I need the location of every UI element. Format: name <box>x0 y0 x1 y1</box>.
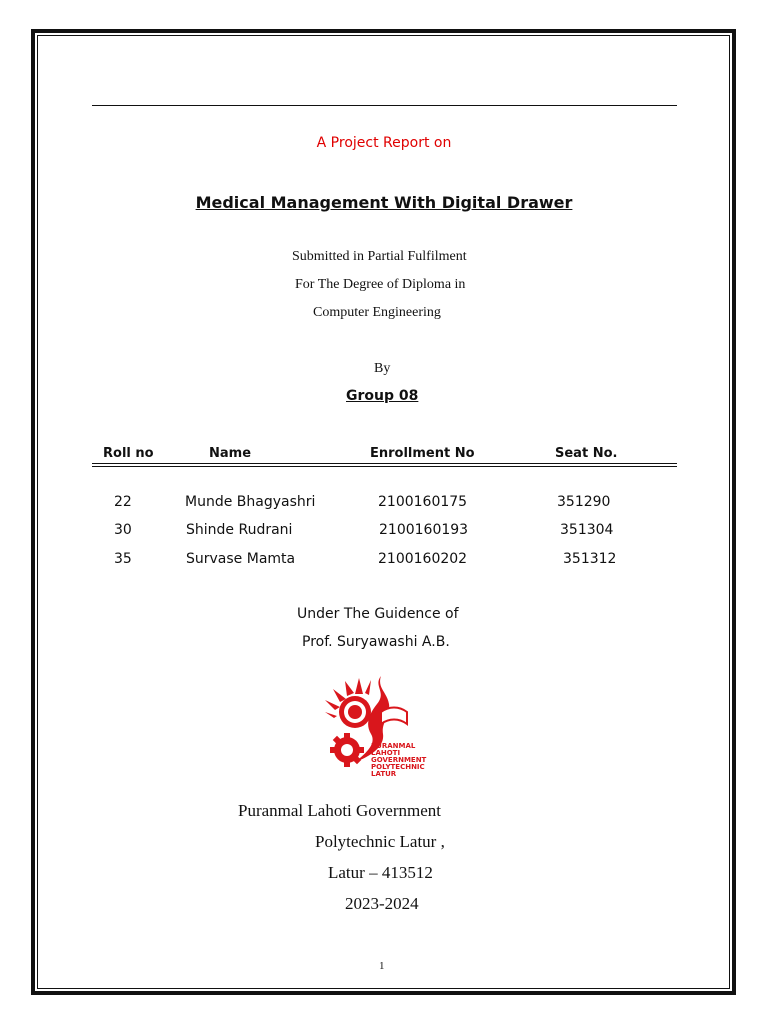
cell-enrollment-no: 2100160202 <box>378 551 468 567</box>
cell-name: Munde Bhagyashri <box>185 494 316 510</box>
header-roll-no: Roll no <box>103 446 154 461</box>
cell-roll-no: 30 <box>114 522 132 538</box>
cell-name: Shinde Rudrani <box>186 522 293 538</box>
academic-year: 2023-2024 <box>345 894 419 913</box>
cell-seat-no: 351290 <box>557 494 611 510</box>
address-line-3: Latur – 413512 <box>328 863 433 882</box>
top-rule <box>92 105 677 106</box>
address-line-2: Polytechnic Latur , <box>315 832 445 851</box>
group-label: Group 08 <box>346 388 419 404</box>
cell-enrollment-no: 2100160175 <box>378 494 468 510</box>
header-rule-top <box>92 463 677 464</box>
report-label: A Project Report on <box>316 135 452 151</box>
cell-roll-no: 22 <box>114 494 132 510</box>
address-line-1: Puranmal Lahoti Government <box>238 801 442 820</box>
guidance-line-2: Prof. Suryawashi A.B. <box>302 634 450 650</box>
cell-seat-no: 351304 <box>560 522 614 538</box>
page-number: 1 <box>379 960 385 972</box>
submission-line-1: Submitted in Partial Fulfilment <box>292 249 467 264</box>
header-enrollment-no: Enrollment No <box>370 446 475 461</box>
logo-text-line: GOVERNMENT <box>371 756 427 764</box>
header-name: Name <box>209 446 252 461</box>
guidance-line-1: Under The Guidence of <box>297 606 459 622</box>
logo-text-line: POLYTECHNIC <box>371 763 425 771</box>
logo-text-line: LATUR <box>371 770 397 778</box>
cell-name: Survase Mamta <box>186 551 296 567</box>
by-label: By <box>374 361 391 376</box>
cell-enrollment-no: 2100160193 <box>379 522 469 538</box>
college-emblem-icon <box>325 672 440 778</box>
project-title: Medical Management With Digital Drawer <box>195 193 573 212</box>
logo-text-line: LAHOTI <box>371 749 401 757</box>
header-seat-no: Seat No. <box>555 446 618 461</box>
submission-line-3: Computer Engineering <box>313 305 441 320</box>
header-rule-bottom <box>92 466 677 467</box>
submission-line-2: For The Degree of Diploma in <box>295 277 466 292</box>
logo-text-line: PURANMAL <box>371 742 416 750</box>
cell-roll-no: 35 <box>114 551 132 567</box>
cell-seat-no: 351312 <box>563 551 617 567</box>
